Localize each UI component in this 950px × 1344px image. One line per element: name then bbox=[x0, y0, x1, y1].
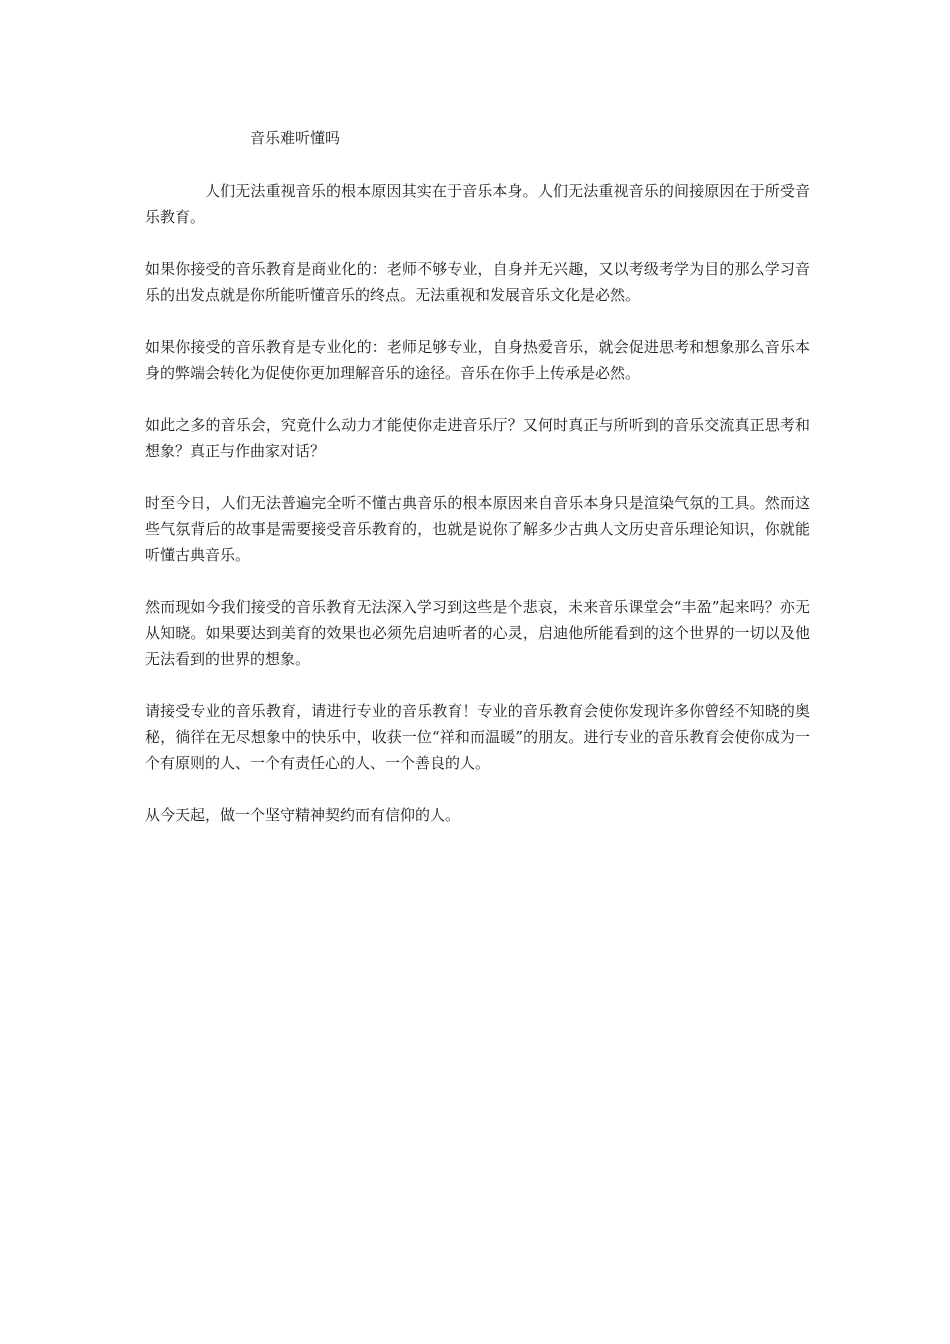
paragraph-4: 如此之多的音乐会，究竟什么动力才能使你走进音乐厅？又何时真正与所听到的音乐交流真正思考和想象？真正与作曲家对话？ bbox=[145, 416, 810, 460]
paragraph-6: 然而现如今我们接受的音乐教育无法深入学习到这些是个悲哀，未来音乐课堂会“丰盈”起来吗？亦无从知晓。如果要达到美育的效果也必须先启迪听者的心灵，启迪他所能看到的这个世界的一切以及他无法看到的世界的想象。 bbox=[145, 598, 810, 668]
paragraph-8: 从今天起，做一个坚守精神契约而有信仰的人。 bbox=[145, 806, 461, 824]
document-title: 音乐难听懂吗 bbox=[250, 129, 341, 147]
paragraph-7: 请接受专业的音乐教育，请进行专业的音乐教育！专业的音乐教育会使你发现许多你曾经不知晓的奥秘，徜徉在无尽想象中的快乐中，收获一位“祥和而温暖”的朋友。进行专业的音乐教育会使你成为一个有原则的人、一个有责任心的人、一个善良的人。 bbox=[145, 702, 810, 772]
paragraph-3: 如果你接受的音乐教育是专业化的：老师足够专业，自身热爱音乐，就会促进思考和想象那么音乐本身的弊端会转化为促使你更加理解音乐的途径。音乐在你手上传承是必然。 bbox=[145, 338, 810, 382]
paragraph-2: 如果你接受的音乐教育是商业化的：老师不够专业，自身并无兴趣，又以考级考学为目的那么学习音乐的出发点就是你所能听懂音乐的终点。无法重视和发展音乐文化是必然。 bbox=[145, 260, 810, 304]
paragraph-5: 时至今日，人们无法普遍完全听不懂古典音乐的根本原因来自音乐本身只是渲染气氛的工具。然而这些气氛背后的故事是需要接受音乐教育的，也就是说你了解多少古典人文历史音乐理论知识，你就能听懂古典音乐。 bbox=[145, 494, 810, 564]
paragraph-1: 人们无法重视音乐的根本原因其实在于音乐本身。人们无法重视音乐的间接原因在于所受音乐教育。 bbox=[145, 182, 810, 226]
document-body bbox=[145, 178, 810, 854]
